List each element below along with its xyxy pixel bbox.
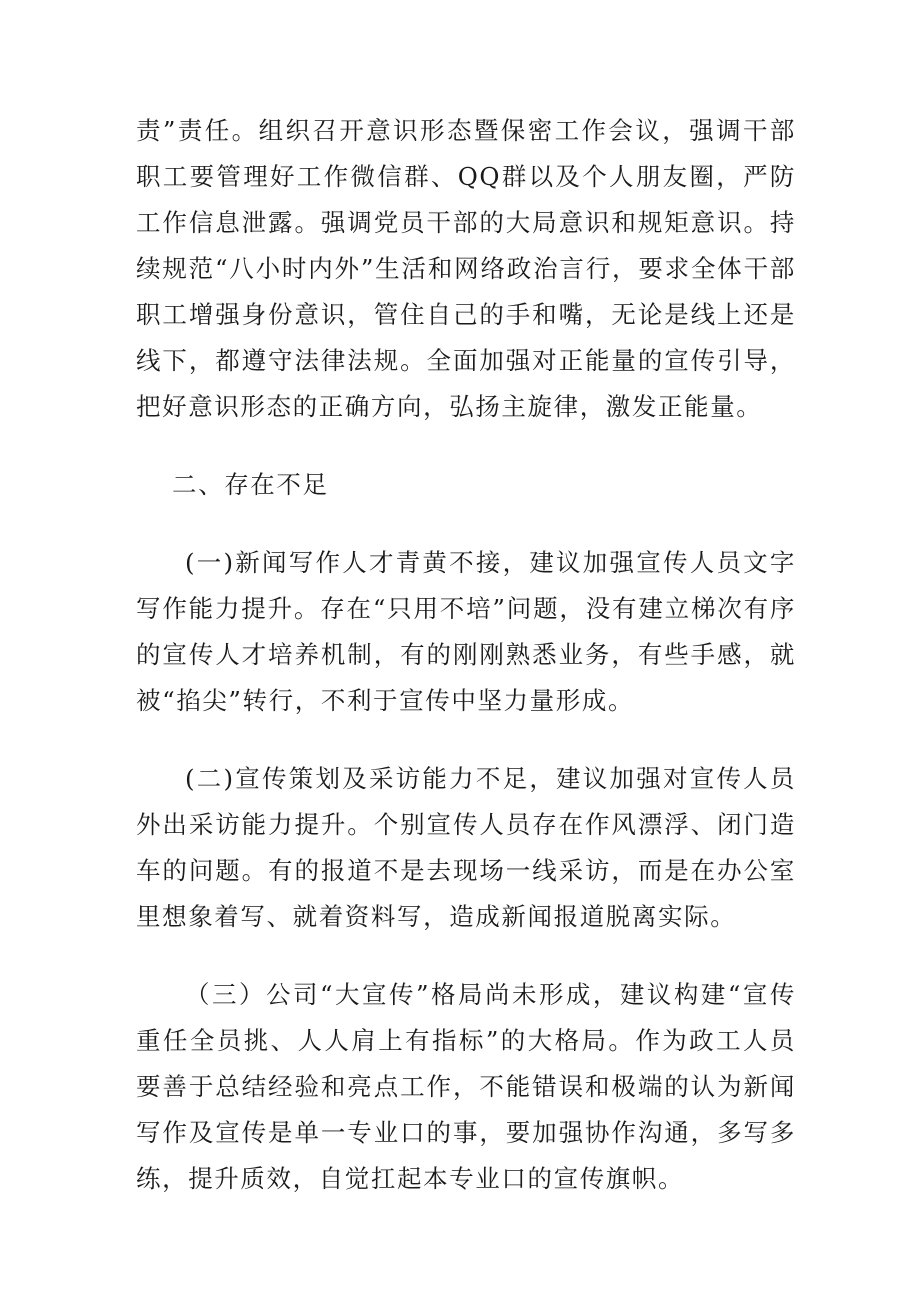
paragraph-shortcoming-1: (一)新闻写作人才青黄不接，建议加强宣传人员文字写作能力提升。存在“只用不培”问题，没有建立梯次有序的宣传人才培养机制，有的刚刚熟悉业务，有些手感，就被“掐尖”转行，不利于宣传中坚力量形成。 xyxy=(136,548,796,715)
document-body xyxy=(136,108,796,1202)
section-heading-shortcomings: 二、存在不足 xyxy=(172,470,329,499)
paragraph-shortcoming-2: (二)宣传策划及采访能力不足，建议加强对宣传人员外出采访能力提升。个别宣传人员存在作风漂浮、闭门造车的问题。有的报道不是去现场一线采访，而是在办公室里想象着写、就着资料写，造成新闻报道脱离实际。 xyxy=(136,764,796,931)
paragraph-shortcoming-3: （三）公司“大宣传”格局尚未形成，建议构建“宣传重任全员挑、人人肩上有指标”的大格局。作为政工人员要善于总结经验和亮点工作，不能错误和极端的认为新闻写作及宣传是单一专业口的事，要加强协作沟通，多写多练，提升质效，自觉扛起本专业口的宣传旗帜。 xyxy=(136,980,796,1193)
paragraph-ideology-work: 责”责任。组织召开意识形态暨保密工作会议，强调干部职工要管理好工作微信群、QQ群以及个人朋友圈，严防工作信息泄露。强调党员干部的大局意识和规矩意识。持续规范“八小时内外”生活和网络政治言行，要求全体干部职工增强身份意识，管住自己的手和嘴，无论是线上还是线下，都遵守法律法规。全面加强对正能量的宣传引导，把好意识形态的正确方向，弘扬主旋律，激发正能量。 xyxy=(136,116,796,421)
